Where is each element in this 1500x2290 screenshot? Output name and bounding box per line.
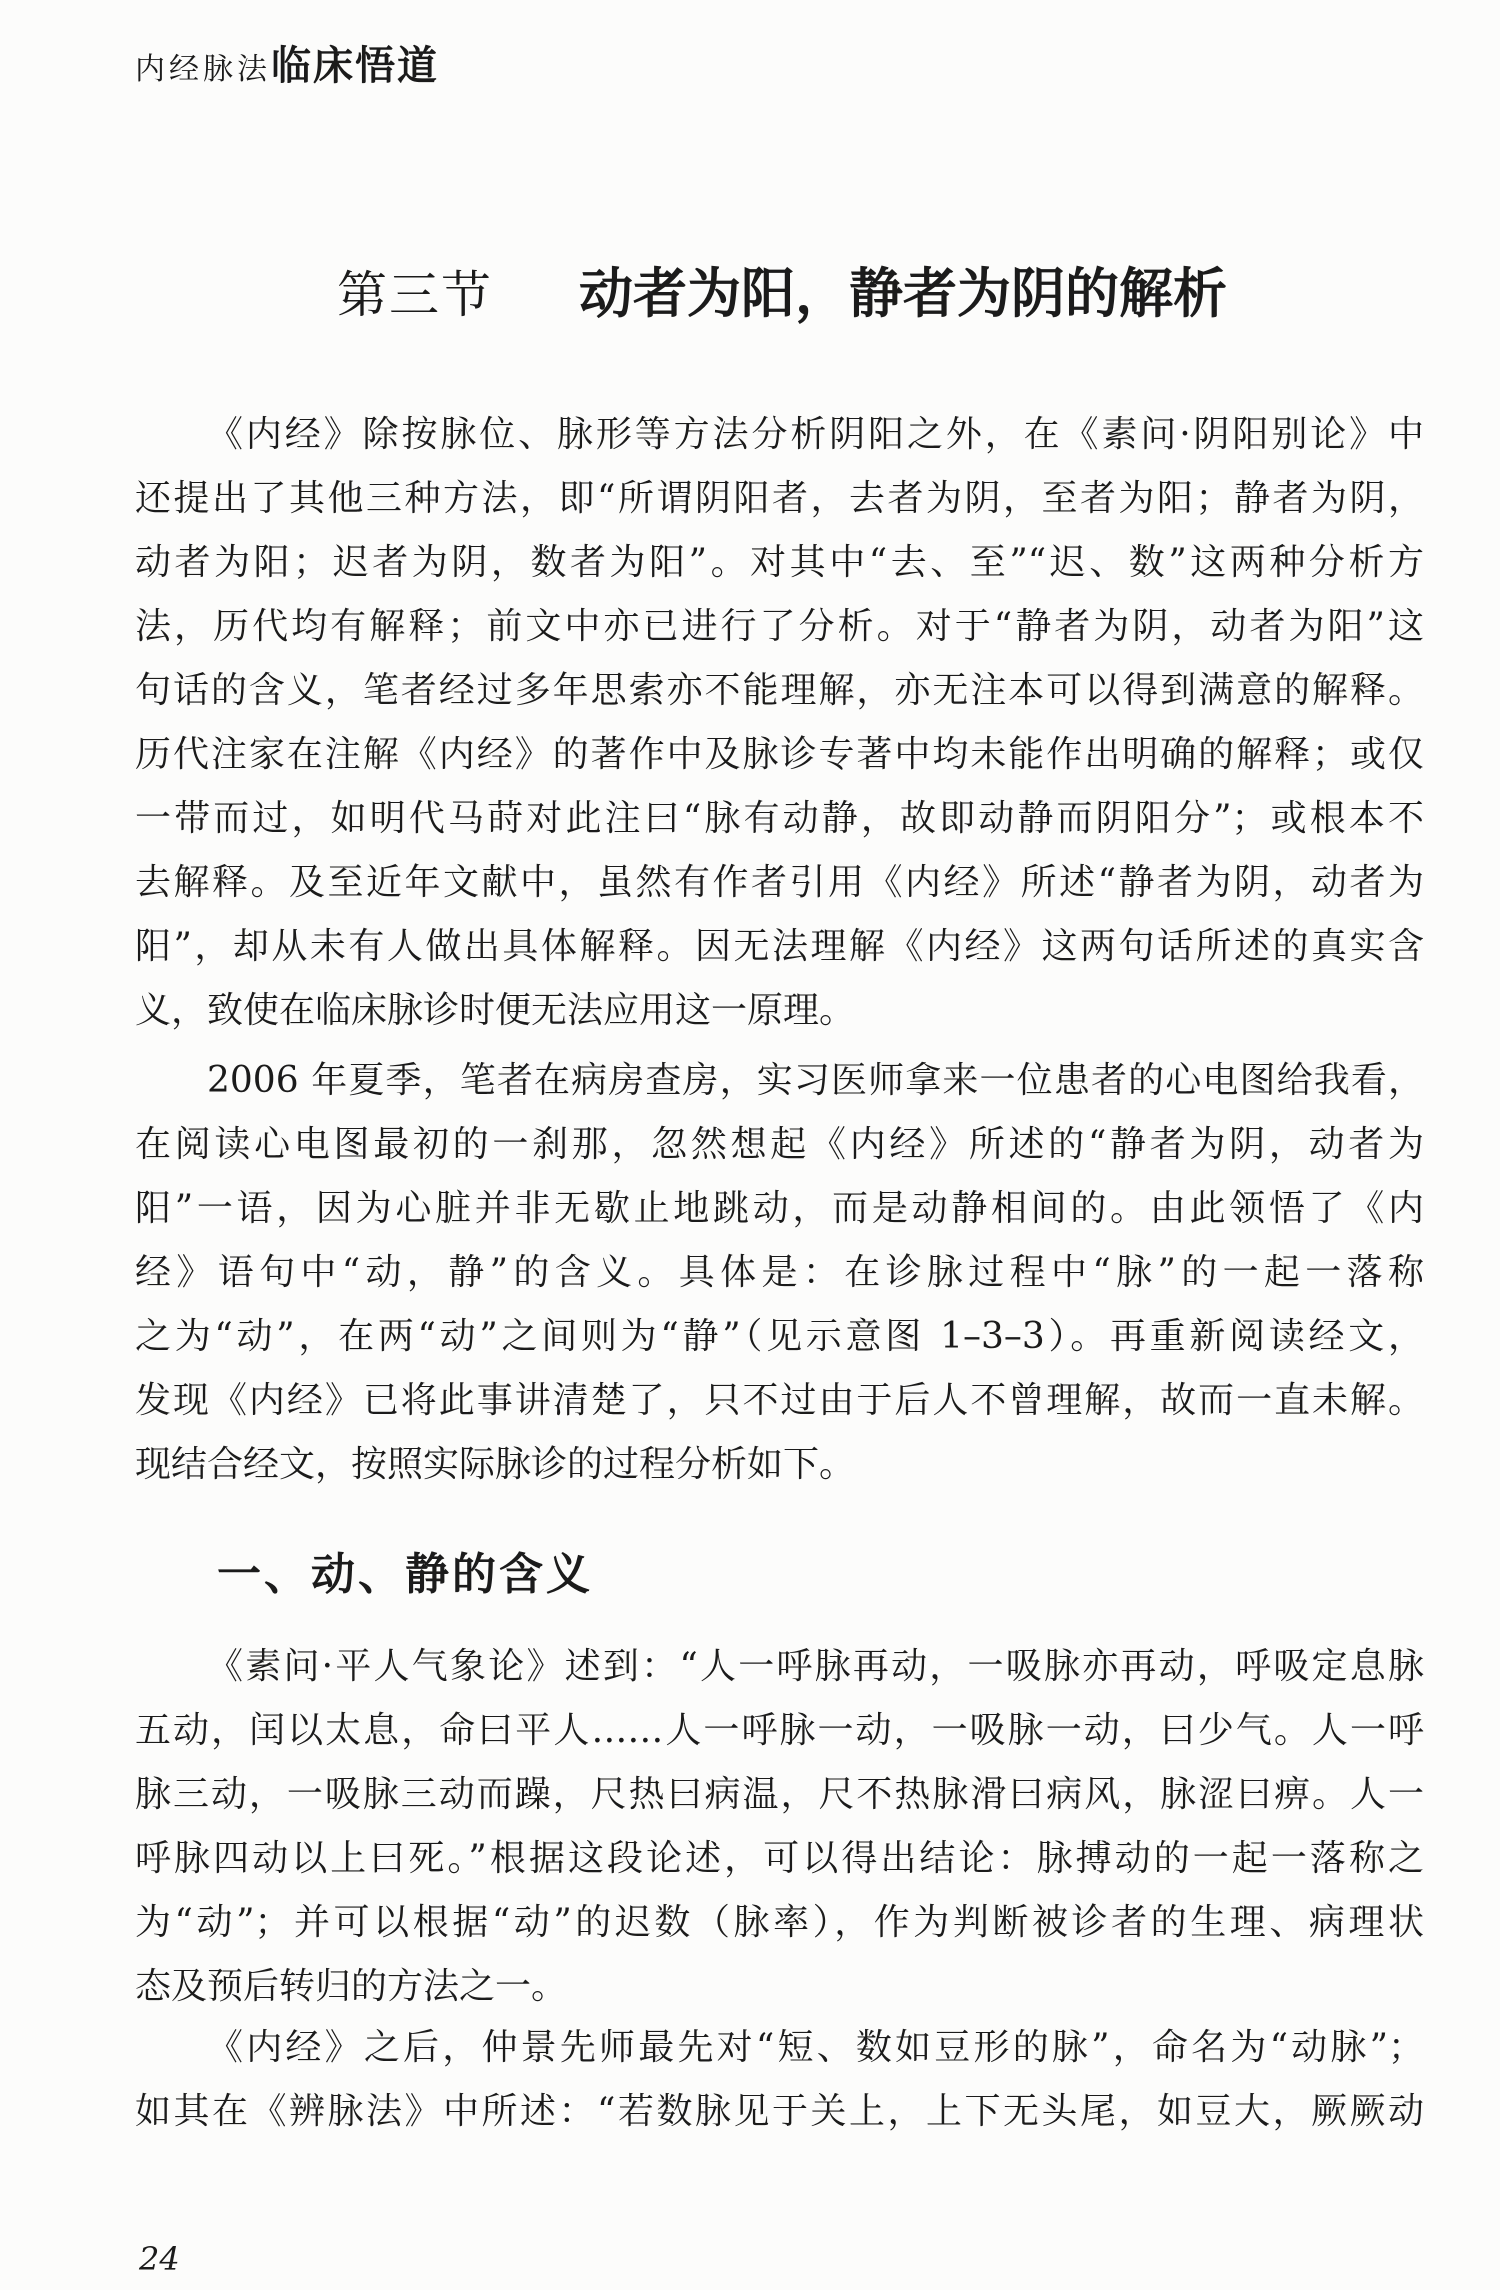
text-line: 动者为阳；迟者为阴，数者为阳”。对其中“去、至”“迟、数”这两种分析方 (135, 542, 1424, 583)
text-line: 脉三动，一吸脉三动而躁，尺热曰病温，尺不热脉滑曰病风，脉涩曰痹。人一 (135, 1774, 1424, 1815)
text-line: 一带而过，如明代马莳对此注曰“脉有动静，故即动静而阴阳分”；或根本不 (135, 798, 1424, 839)
text-line: 在阅读心电图最初的一刹那，忽然想起《内经》所述的“静者为阴，动者为 (135, 1124, 1424, 1165)
text-line: 如其在《辨脉法》中所述：“若数脉见于关上，上下无头尾，如豆大，厥厥动 (135, 2091, 1424, 2132)
paragraph (135, 403, 1424, 1043)
text-line: 历代注家在注解《内经》的著作中及脉诊专著中均未能作出明确的解释；或仅 (135, 734, 1424, 775)
text-line: 义，致使在临床脉诊时便无法应用这一原理。 (135, 990, 856, 1031)
text-line: 2006 年夏季，笔者在病房查房，实习医师拿来一位患者的心电图给我看， (207, 1060, 1424, 1101)
section-title (337, 255, 1227, 331)
text-line: 之为“动”，在两“动”之间则为“静”（见示意图 1–3–3）。再重新阅读经文， (135, 1316, 1424, 1357)
section-number: 第三节 (337, 266, 493, 324)
running-header (135, 40, 439, 92)
paragraph (135, 2016, 1424, 2144)
page-number: 24 (139, 2240, 180, 2278)
text-line: 呼脉四动以上曰死。”根据这段论述，可以得出结论：脉搏动的一起一落称之 (135, 1838, 1424, 1879)
text-line: 经》语句中“动，静”的含义。具体是：在诊脉过程中“脉”的一起一落称 (135, 1252, 1424, 1293)
running-header-series: 内经脉法 (135, 52, 271, 87)
section-title-text: 动者为阳，静者为阴的解析 (579, 261, 1227, 325)
text-line: 阳”一语，因为心脏并非无歇止地跳动，而是动静相间的。由此领悟了《内 (135, 1188, 1424, 1229)
text-line: 为“动”；并可以根据“动”的迟数（脉率），作为判断被诊者的生理、病理状 (135, 1902, 1424, 1943)
running-header-title: 临床悟道 (271, 42, 439, 89)
text-line: 发现《内经》已将此事讲清楚了，只不过由于后人不曾理解，故而一直未解。 (135, 1380, 1424, 1421)
text-line: 去解释。及至近年文献中，虽然有作者引用《内经》所述“静者为阴，动者为 (135, 862, 1424, 903)
text-line: 《内经》之后，仲景先师最先对“短、数如豆形的脉”，命名为“动脉”； (207, 2027, 1424, 2068)
text-line: 现结合经文，按照实际脉诊的过程分析如下。 (135, 1444, 856, 1485)
text-line: 态及预后转归的方法之一。 (135, 1966, 568, 2007)
text-line: 五动，闰以太息，命曰平人……人一呼脉一动，一吸脉一动，曰少气。人一呼 (135, 1710, 1424, 1751)
paragraph (135, 1635, 1424, 2019)
text-line: 《内经》除按脉位、脉形等方法分析阴阳之外，在《素问·阴阳别论》中 (207, 414, 1424, 455)
text-line: 阳”，却从未有人做出具体解释。因无法理解《内经》这两句话所述的真实含 (135, 926, 1424, 967)
subsection-heading: 一、动、静的含义 (217, 1549, 593, 1600)
text-line: 句话的含义，笔者经过多年思索亦不能理解，亦无注本可以得到满意的解释。 (135, 670, 1424, 711)
text-line: 《素问·平人气象论》述到：“人一呼脉再动，一吸脉亦再动，呼吸定息脉 (207, 1646, 1424, 1687)
text-line: 法，历代均有解释；前文中亦已进行了分析。对于“静者为阴，动者为阳”这 (135, 606, 1424, 647)
paragraph (135, 1049, 1424, 1497)
text-line: 还提出了其他三种方法，即“所谓阴阳者，去者为阴，至者为阳；静者为阴， (135, 478, 1424, 519)
